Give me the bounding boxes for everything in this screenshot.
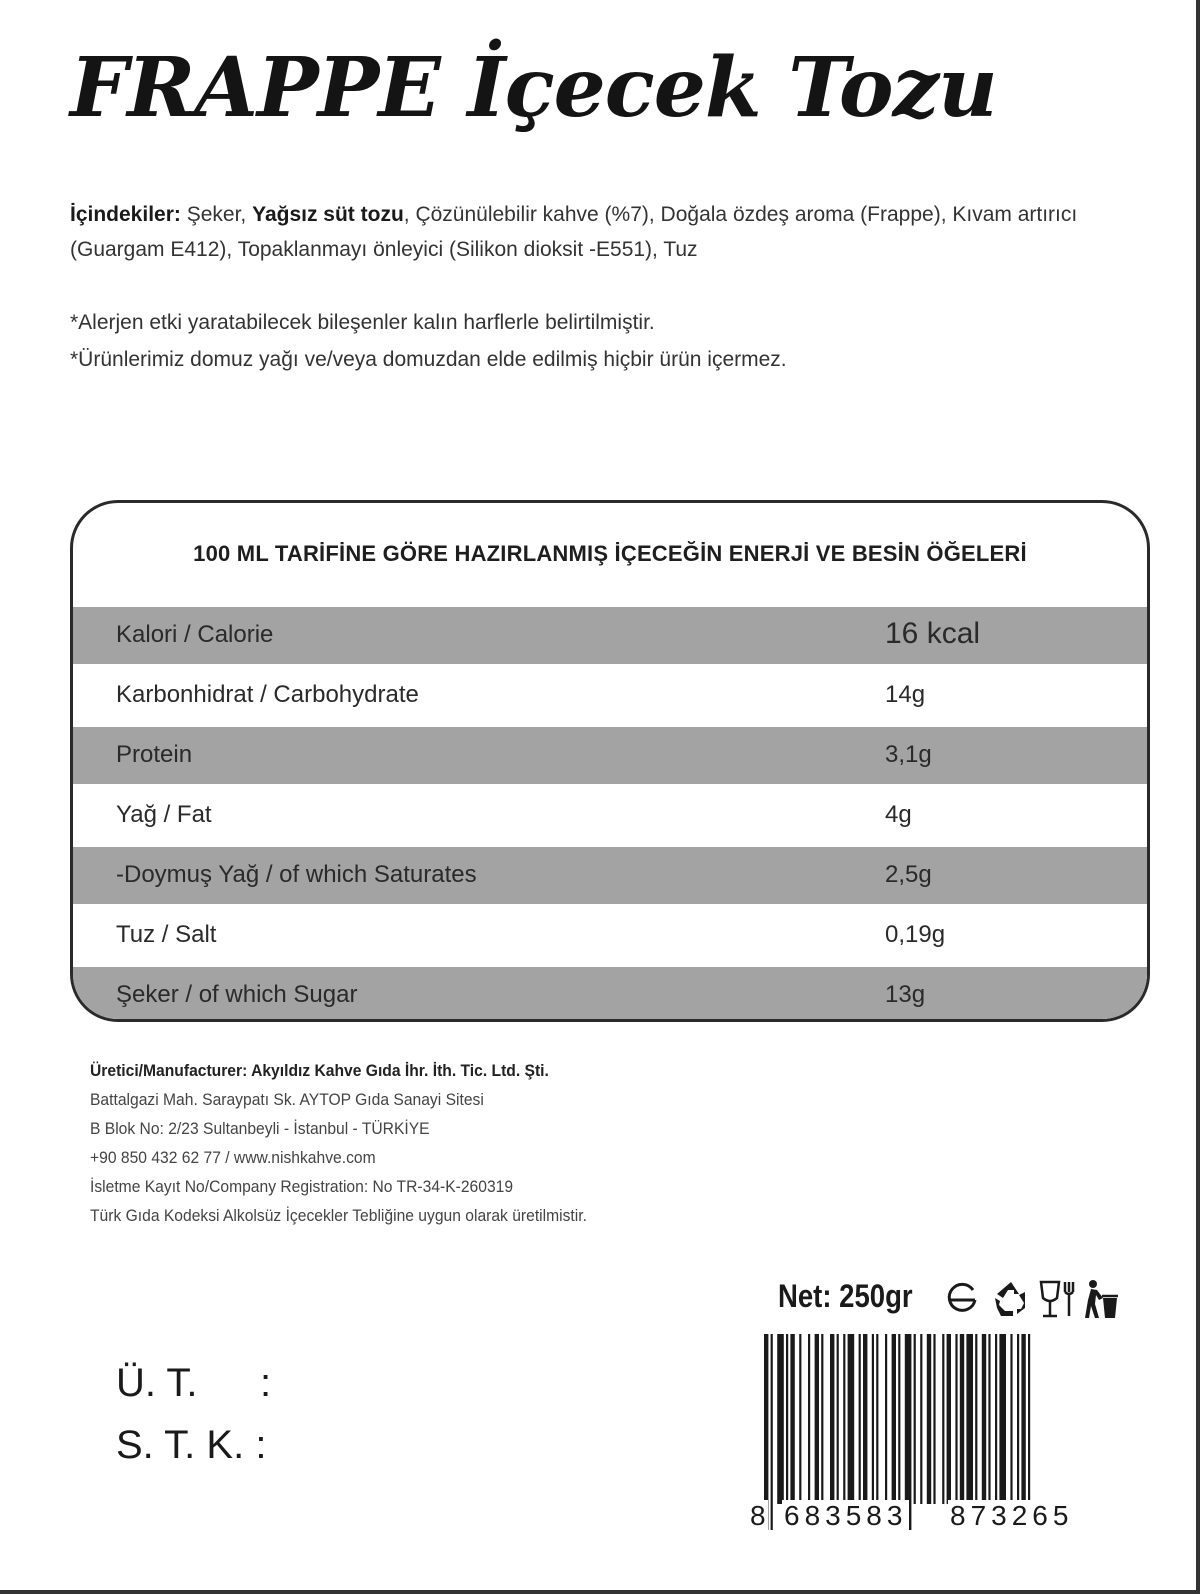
nutrition-label: Protein xyxy=(116,741,193,768)
barcode-bar xyxy=(982,1334,986,1504)
barcode-bar xyxy=(815,1334,819,1504)
manufacturer-registration: İsletme Kayıt No/Company Registration: No TR-34-K-260319 xyxy=(90,1177,514,1196)
nutrition-value: 0,19g xyxy=(885,921,946,948)
barcode-bar xyxy=(999,1334,1006,1504)
date-fields xyxy=(116,1352,272,1476)
notes xyxy=(70,304,1130,378)
tidy-man-icon xyxy=(1083,1278,1119,1325)
barcode-bar xyxy=(927,1334,931,1504)
barcode-bar xyxy=(821,1334,823,1504)
production-date-label: Ü. T. xyxy=(116,1361,198,1405)
barcode-bar xyxy=(859,1334,861,1504)
barcode-bar xyxy=(830,1334,834,1504)
nutrition-row-protein xyxy=(73,727,1147,784)
ingredients-text xyxy=(70,197,1130,267)
barcode-bar xyxy=(933,1334,935,1504)
barcode-bar xyxy=(808,1334,810,1504)
nutrition-value: 14g xyxy=(885,681,926,708)
barcode-bar xyxy=(920,1334,922,1504)
nutrition-row-carbohydrate xyxy=(73,667,1147,724)
product-title: FRAPPE İçecek Tozu xyxy=(70,40,997,136)
expiry-date-label: S. T. K. : xyxy=(116,1423,267,1467)
nutrition-row-sugar xyxy=(73,967,1147,1022)
manufacturer-info xyxy=(90,1056,826,1230)
manufacturer-address-1: Battalgazi Mah. Saraypatı Sk. AYTOP Gıda Sanayi Sitesi xyxy=(90,1090,484,1109)
ingredients-part-1: Şeker, xyxy=(180,203,253,226)
barcode-bar xyxy=(843,1334,845,1504)
nutrition-table xyxy=(70,500,1150,1022)
allergen-note: *Alerjen etki yaratabilecek bileşenler kalın harflerle belirtilmiştir. xyxy=(70,311,655,334)
food-safe-icon xyxy=(1037,1278,1077,1325)
manufacturer-contact: +90 850 432 62 77 / www.nishkahve.com xyxy=(90,1148,376,1167)
ingredients-part-2: , Çözünülebilir kahve (%7), Doğala özdeş aroma (Frappe), Kıvam artırıcı (Guargam E412), Topaklanmayı önleyici (Silikon dioksit -E551), Tuz xyxy=(70,203,1078,261)
nutrition-label: -Doymuş Yağ / of which Saturates xyxy=(116,861,477,888)
barcode-digits-left: 683583 xyxy=(784,1500,908,1531)
barcode-number xyxy=(750,1500,1122,1534)
barcode-bar xyxy=(995,1334,997,1504)
nutrition-rows xyxy=(73,607,1147,1022)
nutrition-value: 4g xyxy=(885,801,912,828)
barcode-bar xyxy=(988,1334,990,1504)
nutrition-row-salt xyxy=(73,907,1147,964)
nutrition-value: 16 kcal xyxy=(885,617,981,650)
barcode-bar xyxy=(876,1334,878,1504)
barcode-bar xyxy=(1017,1334,1019,1504)
barcode-bar xyxy=(799,1334,801,1504)
expiry-date-field xyxy=(116,1414,266,1476)
nutrition-value: 3,1g xyxy=(885,741,932,768)
production-date-field xyxy=(116,1352,272,1414)
nutrition-value: 2,5g xyxy=(885,861,932,888)
nutrition-value: 13g xyxy=(885,981,926,1008)
barcode-bar xyxy=(848,1334,855,1504)
barcode-bar xyxy=(872,1334,874,1504)
nutrition-title: 100 ML TARİFİNE GÖRE HAZIRLANMIŞ İÇECEĞİN ENERJİ VE BESİN ÖĞELERİ xyxy=(193,541,1027,566)
barcode-bar xyxy=(955,1334,957,1504)
ingredients-label: İçindekiler: xyxy=(70,203,181,226)
nutrition-label: Yağ / Fat xyxy=(116,801,212,828)
barcode-bar xyxy=(966,1334,973,1504)
recycle-icon xyxy=(991,1278,1031,1323)
barcode-digits-right: 873265 xyxy=(950,1500,1074,1531)
barcode-bar xyxy=(947,1334,951,1504)
barcode-bar xyxy=(837,1334,839,1504)
barcode-bar xyxy=(786,1334,788,1504)
barcode-bar xyxy=(942,1334,944,1504)
manufacturer-compliance: Türk Gıda Kodeksi Alkolsüz İçecekler Tebliğine uygun olarak üretilmistir. xyxy=(90,1206,587,1225)
estimated-sign-icon xyxy=(945,1278,979,1323)
nutrition-label: Kalori / Calorie xyxy=(116,621,274,648)
nutrition-label: Şeker / of which Sugar xyxy=(116,981,358,1008)
nutrition-label: Tuz / Salt xyxy=(116,921,217,948)
barcode-bar xyxy=(777,1334,784,1504)
nutrition-label: Karbonhidrat / Carbohydrate xyxy=(116,681,419,708)
nutrition-row-calorie xyxy=(73,607,1147,664)
manufacturer-heading: Üretici/Manufacturer: Akyıldız Kahve Gıda İhr. İth. Tic. Ltd. Şti. xyxy=(90,1061,549,1080)
barcode-bar xyxy=(885,1334,887,1504)
barcode-bar xyxy=(960,1334,964,1504)
net-weight: Net: 250gr xyxy=(778,1278,913,1314)
barcode-bar xyxy=(892,1334,896,1504)
ingredients-allergen: Yağsız süt tozu xyxy=(252,203,404,226)
barcode-bar xyxy=(975,1334,977,1504)
production-date-colon: : xyxy=(260,1361,272,1405)
nutrition-row-saturates xyxy=(73,847,1147,904)
barcode-digit-first: 8 xyxy=(750,1500,766,1531)
barcode-bar xyxy=(790,1334,794,1504)
barcode-bar xyxy=(914,1334,916,1504)
manufacturer-address-2: B Blok No: 2/23 Sultanbeyli - İstanbul - TÜRKİYE xyxy=(90,1119,430,1138)
barcode-bar xyxy=(863,1334,867,1504)
nutrition-row-fat xyxy=(73,787,1147,844)
pork-free-note: *Ürünlerimiz domuz yağı ve/veya domuzdan elde edilmiş hiçbir ürün içermez. xyxy=(70,348,787,371)
barcode-bar xyxy=(1010,1334,1012,1504)
